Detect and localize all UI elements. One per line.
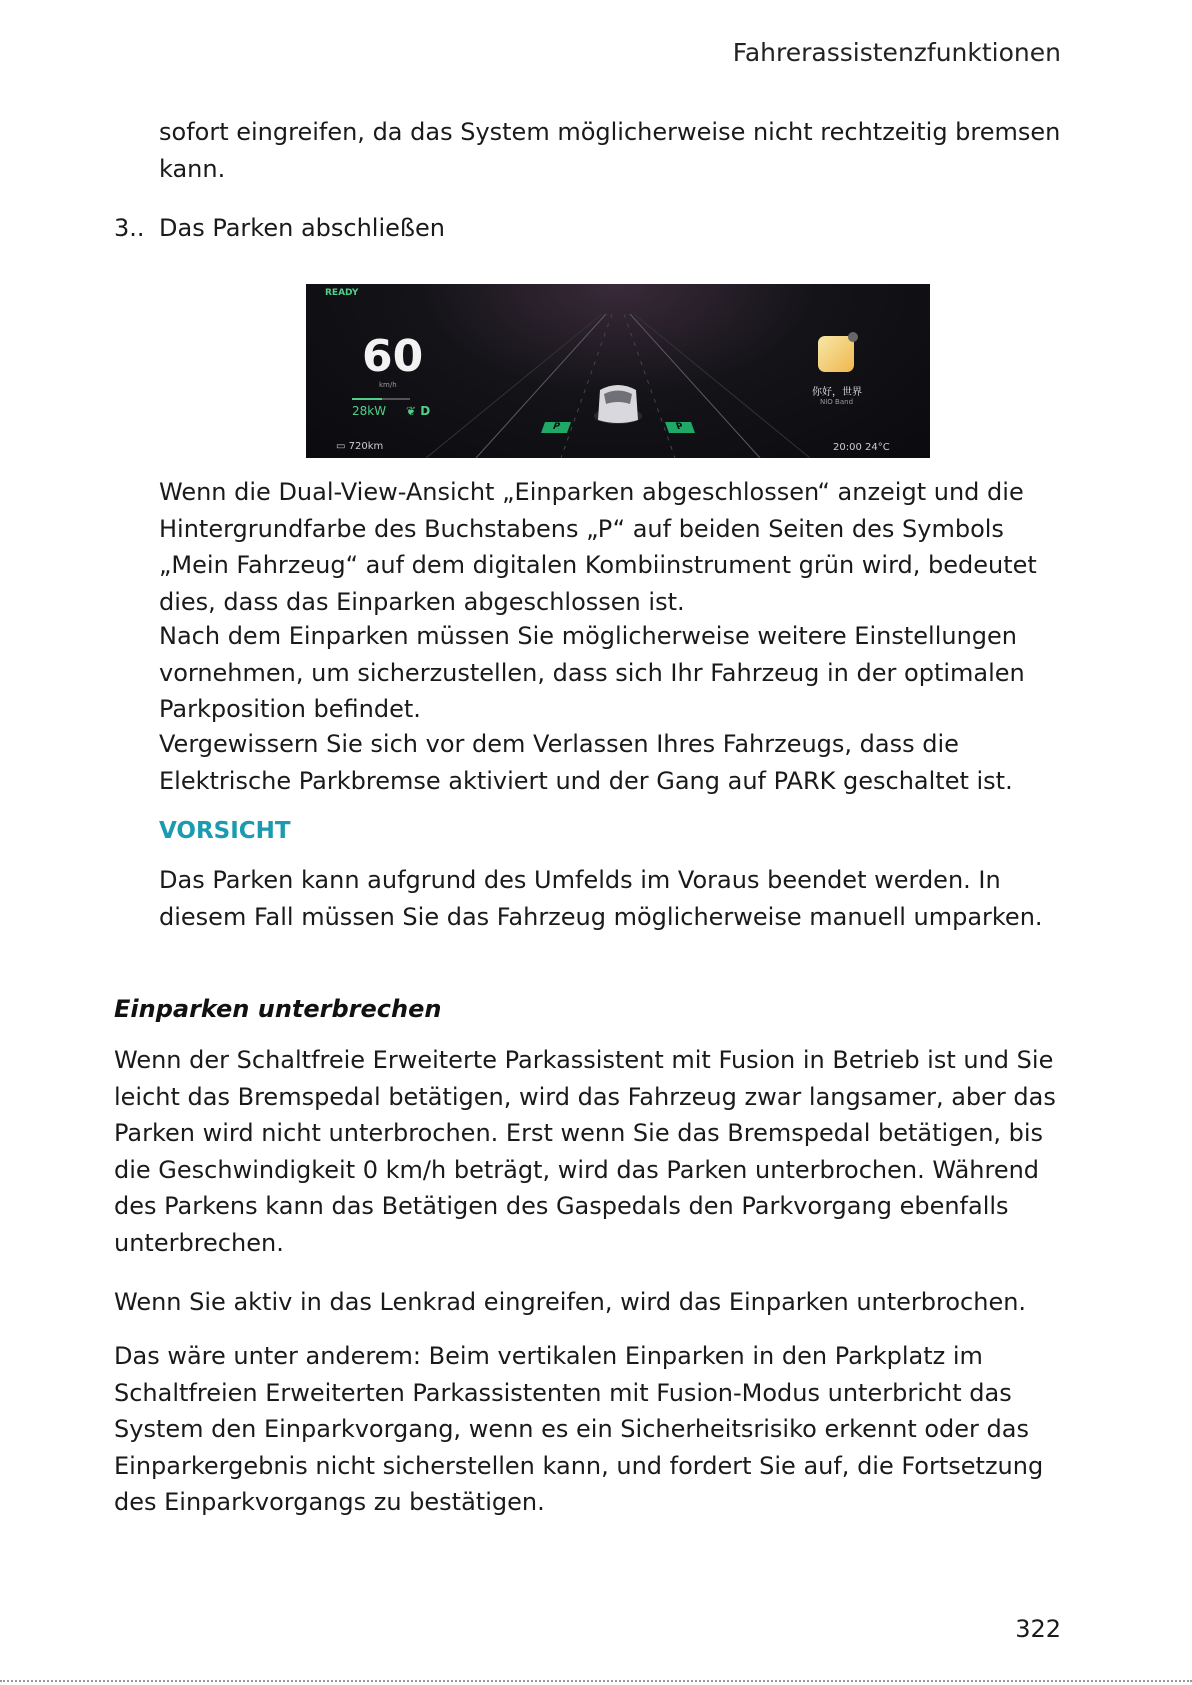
caution-text: Das Parken kann aufgrund des Umfelds im Voraus beendet werden. In diesem Fall müssen Sie das Fahrzeug möglicherweise manuell umparken. (159, 866, 1043, 931)
speed-readout: 60 (362, 331, 424, 382)
speed-bar (352, 398, 410, 400)
section-header: Fahrerassistenzfunktionen (732, 38, 1061, 67)
battery-icon: ▭ (336, 441, 349, 452)
ready-indicator: READY (325, 288, 359, 298)
section-paragraph: Das wäre unter anderem: Beim vertikalen Einparken in den Parkplatz im Schaltfreien Erweiterten Parkassistenten mit Fusion-Modus unterbricht das System den Einparkvorgang, wenn es ein Sicherheitsrisiko erkennt oder das Einparkergebnis nicht sicherstellen kann, und fordert Sie auf, die Fortsetzung des Einparkvorgangs zu bestätigen. (114, 1342, 1044, 1516)
footer-divider (0, 1680, 1192, 1682)
power-readout: 28kW (352, 404, 387, 418)
step-title: Das Parken abschließen (159, 214, 445, 242)
range-readout: ▭ 720km (336, 441, 384, 452)
section-paragraph: Wenn Sie aktiv in das Lenkrad eingreifen, wird das Einparken unterbrochen. (114, 1288, 1027, 1316)
step-item (114, 214, 445, 242)
media-title: 你好，世界 (812, 387, 862, 398)
page-number: 322 (1015, 1615, 1061, 1643)
instrument-cluster-image (306, 284, 930, 458)
section-paragraph: Wenn der Schaltfreie Erweiterte Parkassistent mit Fusion in Betrieb ist und Sie leicht das Bremspedal betätigen, wird das Fahrzeug zwar langsamer, aber das Parken wird nicht unterbrochen. Erst wenn Sie das Bremspedal betätigen, bis die Geschwindigkeit 0 km/h beträgt, wird das Parken unterbrochen. Während des Parkens kann das Betätigen des Gaspedals den Parkvorgang ebenfalls unterbrechen. (114, 1046, 1056, 1257)
section-heading: Einparken unterbrechen (114, 995, 442, 1023)
body-paragraph: Nach dem Einparken müssen Sie möglicherweise weitere Einstellungen vornehmen, um sicherzustellen, dass sich Ihr Fahrzeug in der optimalen Parkposition befindet. (159, 622, 1025, 723)
media-subtitle: NIO Band (820, 398, 854, 406)
parking-marker-right: P (665, 422, 695, 433)
body-paragraph: Vergewissern Sie sich vor dem Verlassen Ihres Fahrzeugs, dass die Elektrische Parkbremse aktiviert und der Gang auf PARK geschaltet ist. (159, 730, 1013, 795)
speed-unit: km/h (379, 381, 397, 389)
intro-continuation: sofort eingreifen, da das System möglicherweise nicht rechtzeitig bremsen kann. (159, 118, 1061, 183)
step-number: 3.. (114, 214, 145, 242)
gear-indicator: ❦ D (406, 404, 431, 418)
parking-marker-left: P (541, 422, 571, 433)
body-paragraph: Wenn die Dual-View-Ansicht „Einparken abgeschlossen“ anzeigt und die Hintergrundfarbe des Buchstabens „P“ auf beiden Seiten des Symbols „Mein Fahrzeug“ auf dem digitalen Kombiinstrument grün wird, bedeutet dies, dass das Einparken abgeschlossen ist. (159, 478, 1037, 616)
time-temperature: 20:00 24°C (833, 442, 890, 453)
caution-label: VORSICHT (159, 818, 291, 844)
media-album-icon (818, 336, 854, 372)
leaf-icon: ❦ (406, 404, 421, 418)
